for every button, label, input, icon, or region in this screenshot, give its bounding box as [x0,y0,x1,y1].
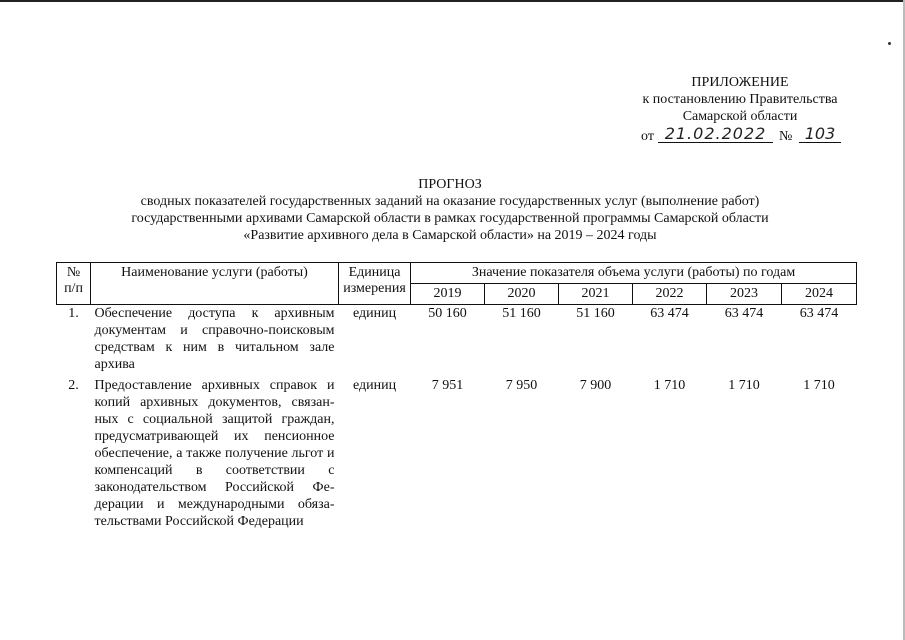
row-value-2020: 7 950 [505,378,538,393]
header-year-2023: 2023 [707,284,782,305]
header-year-2019: 2019 [411,284,485,305]
row-service-name: Предоставление архивных справок и копий архивных документов, связан-ных с социальной защитой граждан, предусматривающей их пенсионное обеспечение, а также получение льгот и компенсаций в соответствии с законодательством Российской Фе-дерации и международными обяза-тельствами Российской Федерации [94,378,335,529]
header-year-2020: 2020 [485,284,559,305]
header-year-2021: 2021 [559,284,633,305]
handwritten-number: 103 [799,125,841,143]
row-value-2020: 51 160 [502,306,541,321]
header-year-2022: 2022 [633,284,707,305]
forecast-table [56,262,857,530]
row-value-2022: 1 710 [653,378,686,393]
handwritten-date: 21.02.2022 [658,125,773,143]
table-row [57,377,857,530]
number-prefix: № [779,129,793,144]
row-value-2019: 50 160 [428,306,467,321]
approval-heading: ПРИЛОЖЕНИЕ [691,75,789,90]
row-value-2022: 63 474 [650,306,689,321]
row-value-2023: 63 474 [724,306,764,321]
header-year-2024: 2024 [782,284,857,305]
document-title [80,176,820,244]
row-unit: единиц [352,378,397,393]
row-value-2024: 63 474 [799,306,839,321]
header-name: Наименование услуги (работы) [91,263,339,305]
scan-top-edge [0,0,905,2]
row-value-2024: 1 710 [803,378,835,393]
scan-speck [888,42,891,45]
header-num: № п/п [57,263,91,305]
table-row [57,305,857,378]
title-line-2: государственными архивами Самарской области в рамках государственной программы Самарской области [131,211,769,226]
row-service-name: Обеспечение доступа к архивным документам и справочно-поисковым средствам к ним в читальном зале архива [94,306,335,372]
row-unit: единиц [352,306,397,321]
approval-line-2: к постановлению Правительства [642,92,838,107]
row-value-2021: 51 160 [576,306,615,321]
header-unit: Единица измерения [339,263,411,305]
row-num: 2. [68,378,79,393]
row-value-2023: 1 710 [728,378,760,393]
row-value-2019: 7 951 [431,378,464,393]
approval-date-number [641,125,851,145]
approval-line-3: Самарской области [682,109,798,124]
title-line-3: «Развитие архивного дела в Самарской области» на 2019 – 2024 годы [243,228,657,243]
date-prefix: от [641,129,654,144]
row-num: 1. [68,306,79,321]
approval-block [630,74,850,125]
header-values-group: Значение показателя объема услуги (работы) по годам [411,263,857,284]
title-line-1: сводных показателей государственных заданий на оказание государственных услуг (выполнение работ) [140,194,760,209]
row-value-2021: 7 900 [579,378,612,393]
title-main: ПРОГНОЗ [418,177,482,192]
